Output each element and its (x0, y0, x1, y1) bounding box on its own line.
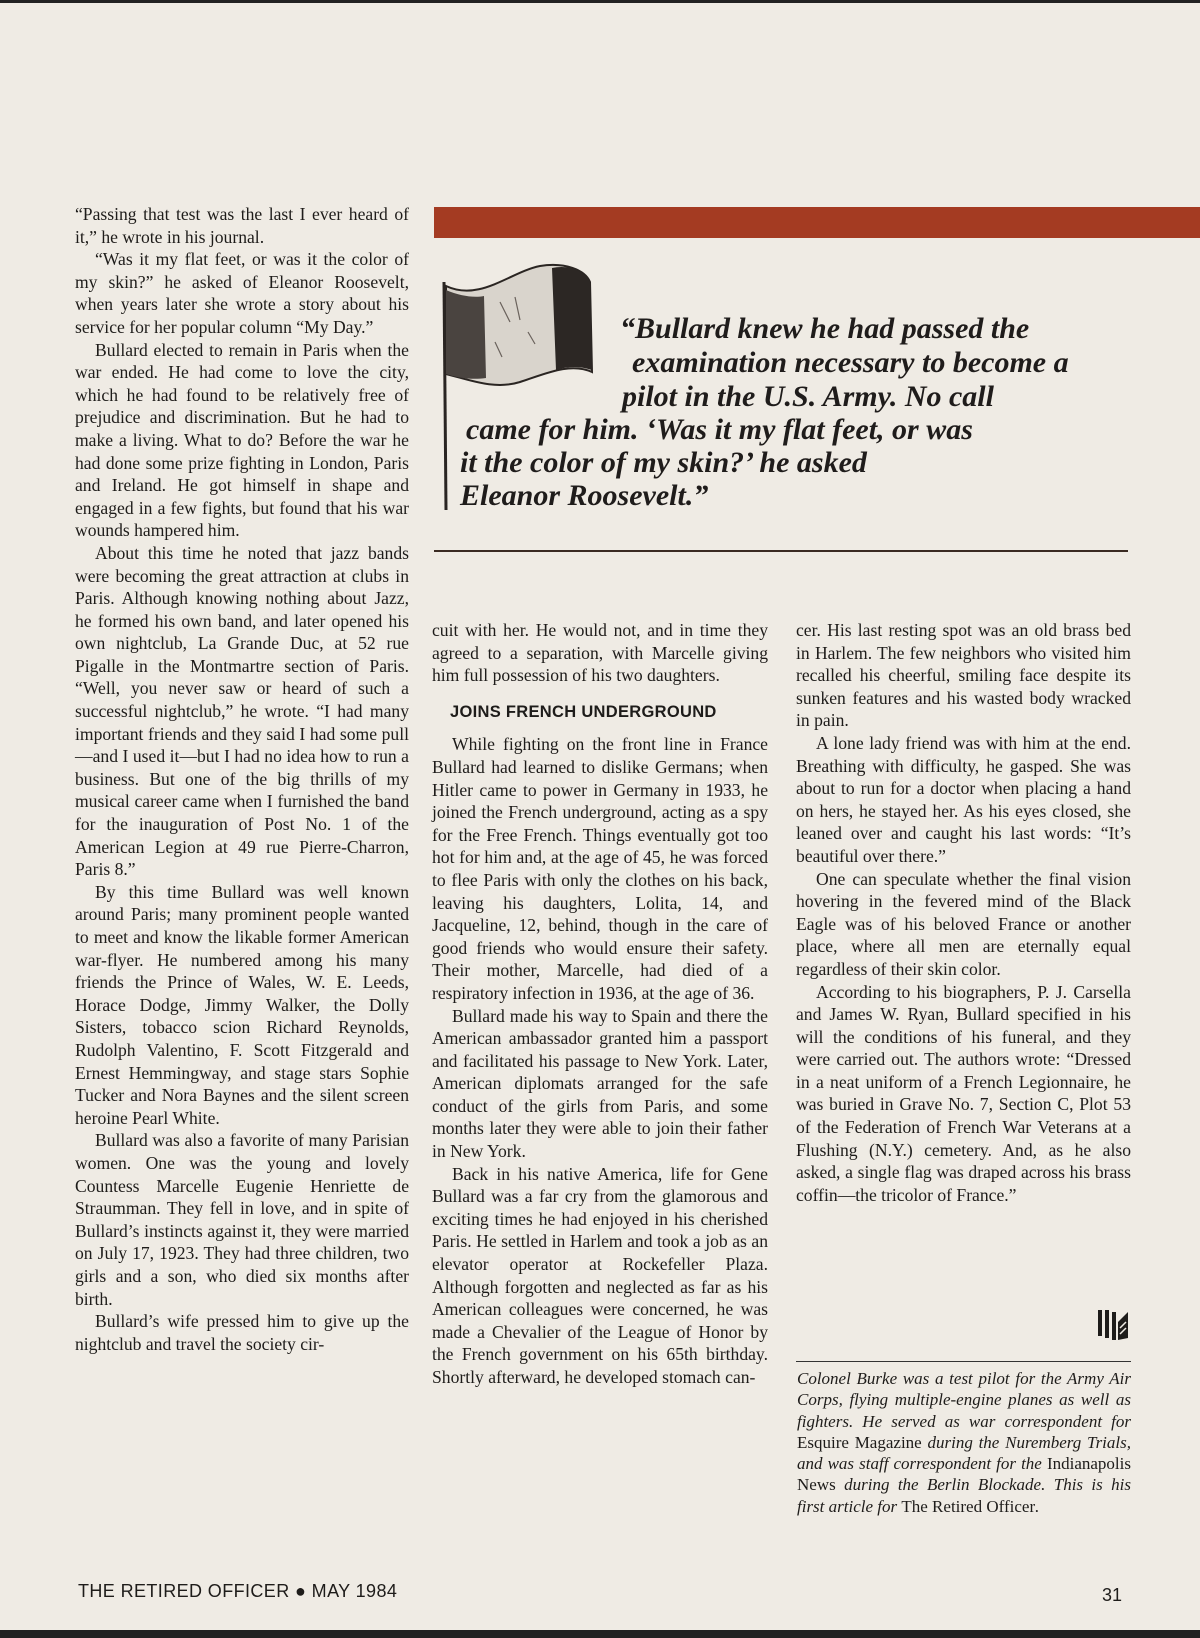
paragraph: “Passing that test was the last I ever heard of it,” he wrote in his journal. (75, 204, 409, 247)
paragraph: Bullard elected to remain in Paris when the war ended. He had come to love the city, which he had found to be relatively free of prejudice and discrimination. But he had to make a living. What to do? Before the war he had done some prize fighting in London, Paris and Ireland. He got himself in shape and engaged in a few fights, but found that his war wounds hampered him. (75, 339, 409, 541)
bio-text: during the Nuremberg Trials, and was staff correspondent for the (797, 1432, 1131, 1474)
paragraph: “Was it my flat feet, or was it the color of my skin?” he asked of Eleanor Roosevelt, when years later she wrote a story about his service for her popular column “My Day.” (75, 249, 409, 337)
bio-text: during the Berlin Blockade. This is his first article for (797, 1475, 1131, 1516)
pull-quote-line: came for him. ‘Was it my flat feet, or was (466, 413, 973, 446)
publication-name: Indianapolis News (797, 1454, 1131, 1495)
article-column-1 (75, 203, 409, 1355)
top-border (0, 0, 1200, 3)
author-bio (797, 1368, 1131, 1517)
bio-text: Colonel Burke was a test pilot for the Army Air Corps, flying multiple-engine planes as well as fighters. He served as war correspondent for (797, 1369, 1131, 1431)
paragraph: Bullard’s wife pressed him to give up the nightclub and travel the society cir- (75, 1311, 409, 1354)
bio-divider (796, 1361, 1131, 1362)
paragraph: Back in his native America, life for Gene Bullard was a far cry from the glamorous and exciting times he had enjoyed in his cherished Paris. He settled in Harlem and took a job as an elevator operator at Rockefeller Plaza. Although forgotten and neglected as far as his American colleagues were concerned, he was made a Chevalier of the League of Honor by the French government on his 65th birthday. Shortly afterward, he developed stomach can- (432, 1163, 768, 1387)
paragraph: cuit with her. He would not, and in time they agreed to a separation, with Marcelle giving him full possession of his two daughters. (432, 620, 768, 686)
paragraph: One can speculate whether the final vision hovering in the fevered mind of the Black Eagle was of his beloved France or another place, where all men are eternally equal regardless of their skin color. (796, 868, 1131, 979)
footer-publication-date: THE RETIRED OFFICER ● MAY 1984 (78, 1581, 398, 1601)
publication-name: The Retired Officer (901, 1496, 1036, 1516)
paragraph: According to his biographers, P. J. Carsella and James W. Ryan, Bullard specified in his will the conditions of his funeral, and they were carried out. The authors wrote: “Dressed in a neat uniform of a French Legionnaire, he was buried in Grave No. 7, Section C, Plot 53 of the Federation of French War Veterans at a Flushing (N.Y.) cemetery. And, as he also asked, a single flag was draped across his brass coffin—the tricolor of France.” (796, 981, 1131, 1205)
paragraph: Bullard made his way to Spain and there the American ambassador granted him a passport and facilitated his passage to New York. Later, American diplomats arranged for the safe conduct of the girls from Paris, and some months later they were able to join their father in New York. (432, 1005, 768, 1162)
page-number: 31 (1102, 1585, 1123, 1605)
paragraph: By this time Bullard was well known around Paris; many prominent people wanted to meet and know the likable former American war-flyer. He numbered among his many friends the Prince of Wales, W. E. Leeds, Horace Dodge, Jimmy Walker, the Dolly Sisters, tobacco scion Richard Reynolds, Rudolph Valentino, F. Scott Fitzgerald and Ernest Hemmingway, and stage stars Sophie Tucker and Nora Baynes and the silent screen heroine Pearl White. (75, 881, 409, 1128)
accent-bar (434, 207, 1200, 238)
pull-quote-divider (434, 550, 1128, 552)
pull-quote-line: Eleanor Roosevelt.” (460, 479, 709, 512)
paragraph: Bullard was also a favorite of many Parisian women. One was the young and lovely Countess Marcelle Eugenie Henriette de Straumman. They fell in love, and in spite of Bullard’s instincts against it, they were married on July 17, 1923. They had three children, two girls and a son, who died six months after birth. (75, 1130, 409, 1309)
bottom-border (0, 1630, 1200, 1638)
pull-quote-line: examination necessary to become a (632, 346, 1069, 379)
article-column-2 (432, 619, 768, 1389)
pull-quote-line: “Bullard knew he had passed the (620, 312, 1030, 345)
paragraph: A lone lady friend was with him at the end. Breathing with difficulty, he gasped. She was about to run for a doctor when placing a hand on hers, he stayed her. As his eyes closed, she leaned over and caught his last words: “It’s beautiful over there.” (796, 732, 1131, 866)
pull-quote-line: pilot in the U.S. Army. No call (622, 380, 994, 413)
paragraph: While fighting on the front line in France Bullard had learned to dislike Germans; when Hitler came to power in Germany in 1933, he joined the French underground, acting as a spy for the Free French. Things eventually got too hot for him and, at the age of 45, he was forced to flee Paris with only the clothes on his back, leaving his daughters, Lolita, 14, and Jacqueline, 12, behind, though in the care of good friends who would ensure their safety. Their mother, Marcelle, had died of a respiratory infection in 1936, at the age of 36. (432, 734, 768, 1003)
paragraph: cer. His last resting spot was an old brass bed in Harlem. The few neighbors who visited him recalled his cheerful, smiling face despite its sunken features and his wasted body wracked in pain. (796, 620, 1131, 731)
bio-text: . (1035, 1496, 1040, 1516)
section-subheading: JOINS FRENCH UNDERGROUND (450, 702, 717, 721)
publication-name: Esquire Magazine (797, 1432, 922, 1452)
article-column-3 (796, 619, 1131, 1206)
end-mark-icon (1096, 1308, 1130, 1342)
paragraph: About this time he noted that jazz bands were becoming the great attraction at clubs in Paris. Although knowing nothing about Jazz, he formed his own band, and later opened his own nightclub, La Grande Duc, at 52 rue Pigalle in the Montmartre section of Paris. “Well, you never saw or heard of such a successful nightclub,” he wrote. “I had many important friends and they said I had some pull—and I used it—but I had no idea how to run a business. But one of the big thrills of my musical career came when I furnished the band for the inauguration of Post No. 1 of the American Legion at 49 rue Pierre-Charron, Paris 8.” (75, 542, 409, 880)
pull-quote-line: it the color of my skin?’ he asked (460, 446, 867, 479)
